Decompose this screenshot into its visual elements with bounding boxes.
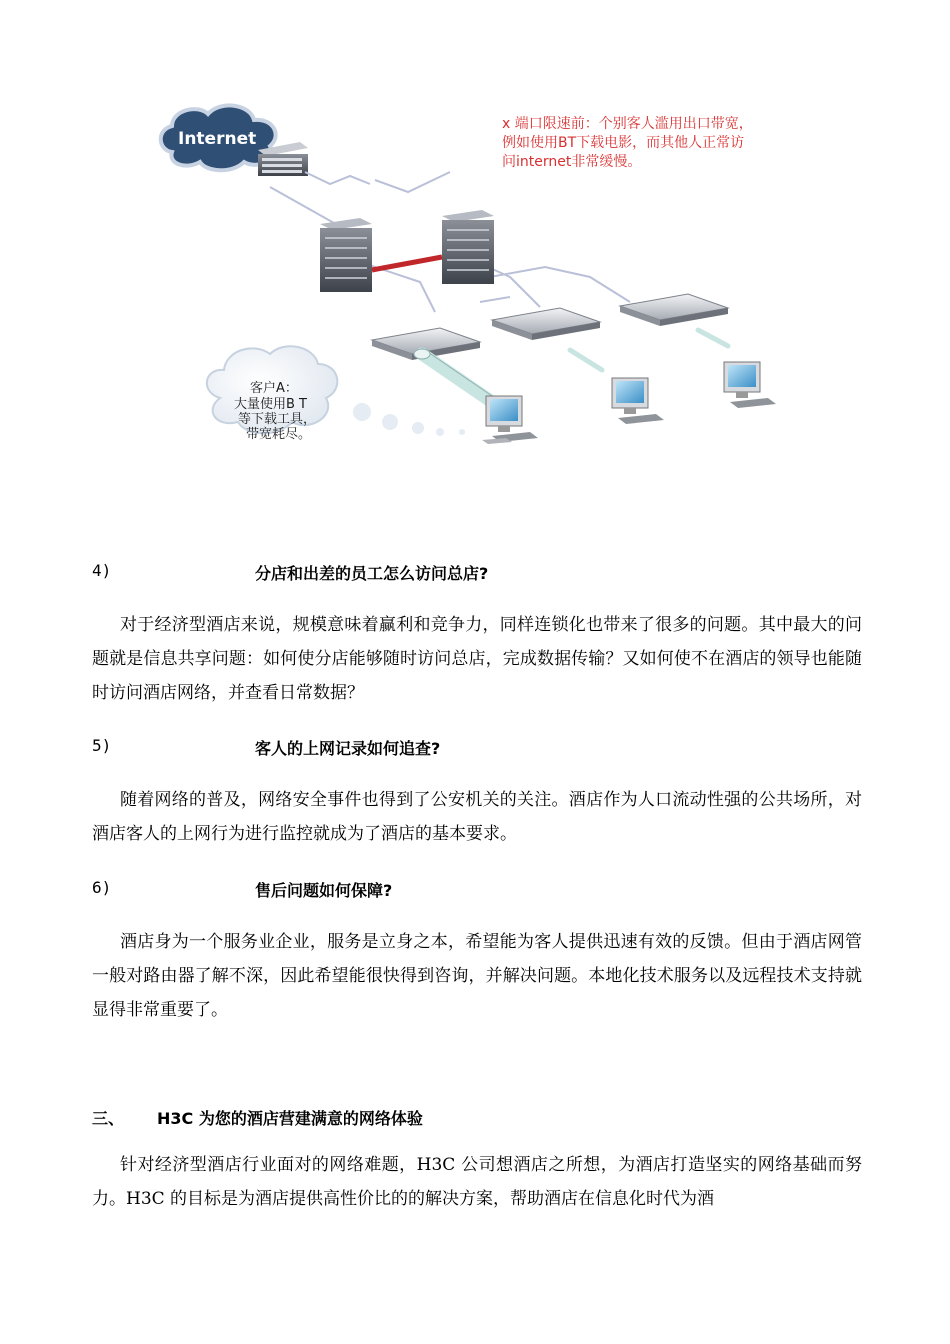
access-switch-3-icon (620, 294, 728, 326)
section-number: 4) (92, 561, 112, 580)
section-body-6: 酒店身为一个服务业企业，服务是立身之本，希望能为客人提供迅速有效的反馈。但由于酒店网管一般对路由器了解不深，因此希望能很快得到咨询，并解决问题。本地化技术服务以及远程技术支持就显得非常重要了。 (92, 932, 862, 1020)
computer-icon (482, 396, 538, 444)
chapter-number: 三、 (92, 1109, 125, 1128)
section-number: 6) (92, 878, 112, 897)
section-title: 分店和出差的员工怎么访问总店? (255, 564, 489, 583)
section-body-4: 对于经济型酒店来说，规模意味着赢利和竞争力，同样连锁化也带来了很多的问题。其中最大的问题就是信息共享问题：如何使分店能够随时访问总店，完成数据传输？又如何使不在酒店的领导也能随时访问酒店网络，并查看日常数据？ (92, 615, 862, 703)
section-number: 5) (92, 736, 112, 755)
section-title: 售后问题如何保障? (255, 881, 393, 900)
client-bubble-line: 客户A： (250, 381, 298, 396)
chapter-title: H3C 为您的酒店营建满意的网络体验 (157, 1109, 423, 1128)
network-diagram (150, 92, 840, 470)
core-switch-left-icon (320, 218, 372, 292)
bandwidth-note: x 端口限速前：个别客人滥用出口带宽， 例如使用BT下载电影，而其他人正常访 问internet非常缓慢。 (502, 116, 753, 170)
chapter-body-3: 针对经济型酒店行业面对的网络难题，H3C 公司想酒店之所想，为酒店打造坚实的网络基础而努力。H3C 的目标是为酒店提供高性价比的的解决方案，帮助酒店在信息化时代为酒 (92, 1155, 862, 1209)
computer-icon (612, 378, 664, 424)
cloud-label: Internet (178, 129, 257, 149)
client-bubble-line: 带宽耗尽。 (246, 427, 312, 442)
client-bubble-line: 等下载工具， (238, 412, 317, 427)
core-switch-right-icon (442, 210, 494, 284)
bandwidth-tube (422, 354, 495, 404)
section-body-5: 随着网络的普及，网络安全事件也得到了公安机关的关注。酒店作为人口流动性强的公共场所，对酒店客人的上网行为进行监控就成为了酒店的基本要求。 (92, 790, 862, 844)
computer-icon (724, 362, 776, 408)
core-link (372, 257, 442, 270)
client-bubble-line: 大量使用B T (234, 397, 307, 412)
section-title: 客人的上网记录如何追查? (255, 739, 441, 758)
access-switch-2-icon (492, 308, 600, 340)
